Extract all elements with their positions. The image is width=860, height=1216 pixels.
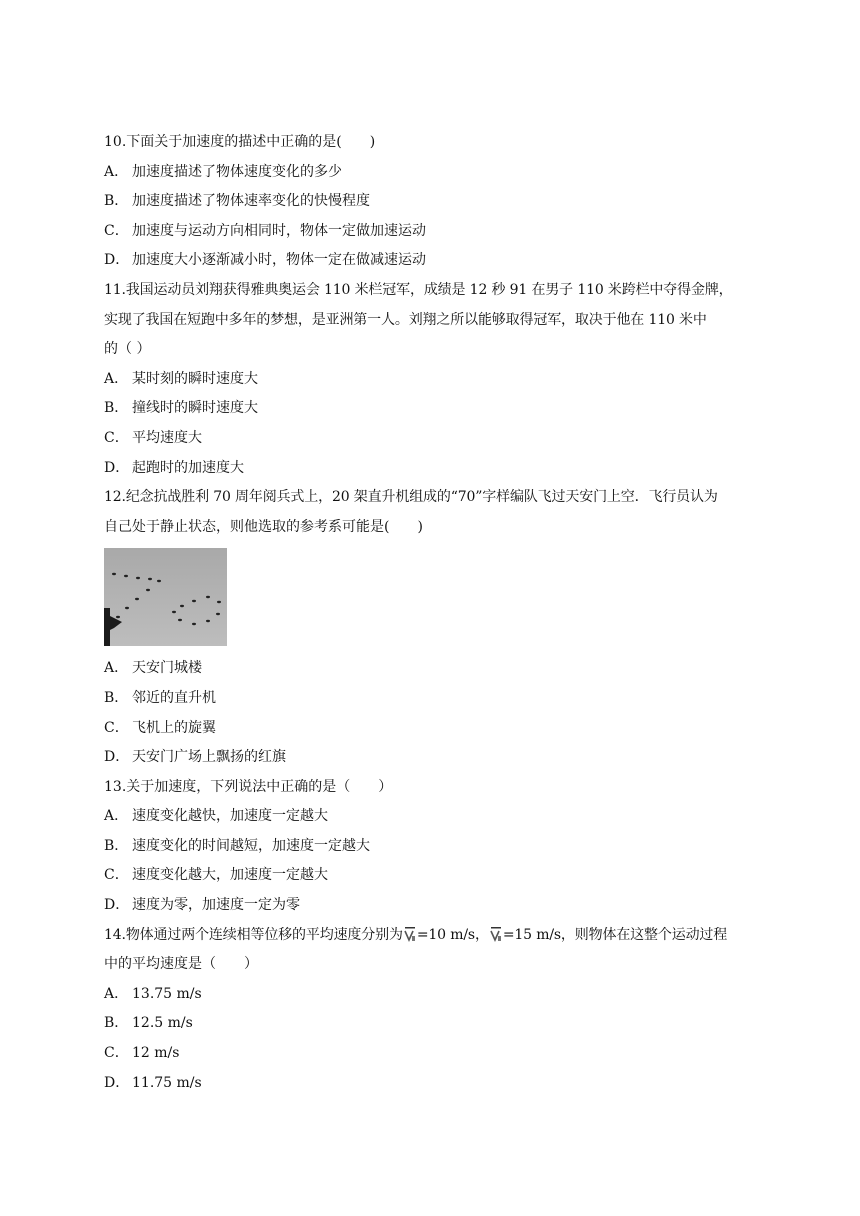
stem-fragment: =15 m/s，则物体在这整个运动过程 bbox=[502, 926, 728, 943]
option-a bbox=[104, 158, 764, 188]
option-text: 飞机上的旋翼 bbox=[132, 719, 216, 736]
question-12 bbox=[104, 483, 764, 773]
option-letter: D． bbox=[104, 252, 130, 269]
option-text: 平均速度大 bbox=[132, 429, 202, 446]
question-11 bbox=[104, 276, 764, 483]
option-text: 加速度描述了物体速度变化的多少 bbox=[132, 163, 342, 180]
option-d bbox=[104, 743, 764, 773]
question-14 bbox=[104, 921, 764, 1099]
stem-fragment: =10 m/s， bbox=[416, 926, 489, 943]
option-text: 11.75 m/s bbox=[132, 1074, 202, 1091]
option-a bbox=[104, 365, 764, 395]
option-letter: D． bbox=[104, 897, 130, 914]
option-letter: C． bbox=[104, 867, 129, 884]
option-c bbox=[104, 424, 764, 454]
option-letter: C． bbox=[104, 429, 129, 446]
option-text: 某时刻的瞬时速度大 bbox=[132, 370, 258, 387]
option-a bbox=[104, 802, 764, 832]
question-stem-line-2: 中的平均速度是（ ） bbox=[104, 956, 258, 973]
option-letter: B． bbox=[104, 689, 129, 706]
option-letter: A． bbox=[104, 660, 129, 677]
option-text: 12 m/s bbox=[132, 1045, 180, 1062]
option-text: 速度变化的时间越短，加速度一定越大 bbox=[132, 837, 370, 854]
option-letter: A． bbox=[104, 370, 129, 387]
option-letter: B． bbox=[104, 400, 129, 417]
option-d bbox=[104, 1069, 764, 1099]
option-text: 加速度描述了物体速率变化的快慢程度 bbox=[132, 193, 370, 210]
question-list bbox=[104, 128, 764, 1098]
question-stem-line-1: 11.我国运动员刘翔获得雅典奥运会 110 米栏冠军，成绩是 12 秒 91 在男子 110 米跨栏中夺得金牌， bbox=[104, 281, 733, 298]
option-text: 加速度大小逐渐减小时，物体一定在做减速运动 bbox=[132, 252, 426, 269]
option-c bbox=[104, 861, 764, 891]
option-letter: C． bbox=[104, 222, 129, 239]
option-b bbox=[104, 832, 764, 862]
question-stem: 13.关于加速度，下列说法中正确的是（ ） bbox=[104, 778, 393, 795]
option-b bbox=[104, 1009, 764, 1039]
option-text: 速度变化越大，加速度一定越大 bbox=[132, 867, 328, 884]
option-d bbox=[104, 891, 764, 921]
stem-fragment: 14.物体通过两个连续相等位移的平均速度分别为 bbox=[104, 926, 403, 943]
option-text: 12.5 m/s bbox=[132, 1015, 193, 1032]
option-letter: A． bbox=[104, 808, 129, 825]
option-letter: C． bbox=[104, 1045, 129, 1062]
option-letter: C． bbox=[104, 719, 129, 736]
option-text: 速度变化越快，加速度一定越大 bbox=[132, 808, 328, 825]
v1-bar-symbol-icon bbox=[403, 924, 417, 940]
option-text: 速度为零，加速度一定为零 bbox=[132, 897, 300, 914]
option-text: 加速度与运动方向相同时，物体一定做加速运动 bbox=[132, 222, 426, 239]
option-d bbox=[104, 454, 764, 484]
question-stem-line-2: 自己处于静止状态，则他选取的参考系可能是( ) bbox=[104, 518, 423, 535]
option-c bbox=[104, 1039, 764, 1069]
question-stem-line-2: 实现了我国在短跑中多年的梦想，是亚洲第一人。刘翔之所以能够取得冠军，取决于他在 110 米中 bbox=[104, 311, 707, 328]
option-c bbox=[104, 217, 764, 247]
option-letter: A． bbox=[104, 163, 129, 180]
option-a bbox=[104, 980, 764, 1010]
option-d bbox=[104, 246, 764, 276]
question-stem: 10.下面关于加速度的描述中正确的是( ) bbox=[104, 134, 376, 150]
option-letter: A． bbox=[104, 985, 129, 1002]
option-text: 起跑时的加速度大 bbox=[132, 459, 244, 476]
option-letter: D． bbox=[104, 1074, 130, 1091]
option-letter: D． bbox=[104, 459, 130, 476]
option-letter: B． bbox=[104, 1015, 129, 1032]
option-b bbox=[104, 187, 764, 217]
question-10 bbox=[104, 128, 764, 276]
option-letter: B． bbox=[104, 837, 129, 854]
option-text: 邻近的直升机 bbox=[132, 689, 216, 706]
option-c bbox=[104, 714, 764, 744]
option-text: 13.75 m/s bbox=[132, 985, 202, 1002]
question-stem-line-3: 的（ ） bbox=[104, 341, 151, 358]
option-b bbox=[104, 394, 764, 424]
helicopter-formation-image bbox=[104, 548, 227, 646]
question-stem-line-1: 12.纪念抗战胜利 70 周年阅兵式上，20 架直升机组成的“70”字样编队飞过天安门上空．飞行员认为 bbox=[104, 489, 718, 506]
option-a bbox=[104, 654, 764, 684]
helicopter-formation-photo bbox=[104, 548, 227, 646]
option-b bbox=[104, 684, 764, 714]
option-text: 天安门广场上飘扬的红旗 bbox=[132, 749, 286, 766]
option-letter: B． bbox=[104, 193, 129, 210]
v2-bar-symbol-icon bbox=[489, 924, 503, 940]
question-stem-line-1 bbox=[104, 921, 764, 951]
option-text: 天安门城楼 bbox=[132, 660, 202, 677]
option-letter: D． bbox=[104, 749, 130, 766]
option-text: 撞线时的瞬时速度大 bbox=[132, 400, 258, 417]
question-13 bbox=[104, 773, 764, 921]
